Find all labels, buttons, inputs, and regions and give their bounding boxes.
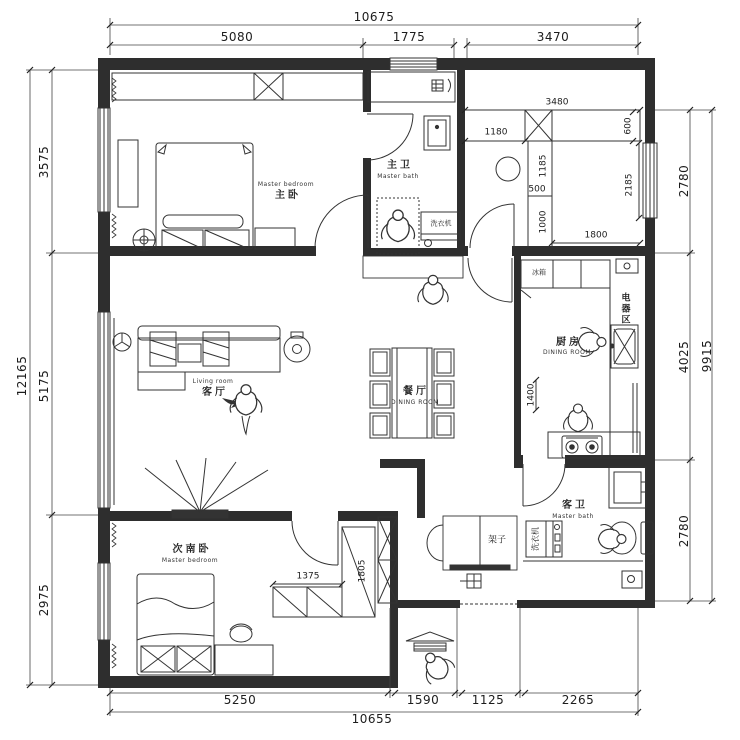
- dim-left-seg-1: 3575: [37, 145, 51, 179]
- dim-bottom-seg-4: 2265: [561, 693, 595, 707]
- dim-top-seg-1: 5080: [220, 30, 254, 44]
- dim-wardrobe-tall: 1805: [357, 559, 368, 583]
- master-bath-label-zh: 主卫: [387, 160, 413, 171]
- dim-bottom-seg-1: 5250: [223, 693, 257, 707]
- dining-room-label-en: DINING ROOM: [391, 399, 439, 406]
- dim-left-seg-2: 5175: [37, 369, 51, 403]
- dim-left-total: 12165: [15, 355, 29, 397]
- dim-left-seg-3: 2975: [37, 583, 51, 617]
- dim-shaft-upper: 1185: [538, 154, 549, 178]
- dim-shaft-mid: 500: [528, 184, 546, 195]
- dim-kitchen: 1400: [526, 383, 537, 407]
- dim-top-seg-3: 3470: [536, 30, 570, 44]
- dim-bottom-seg-2: 1590: [406, 693, 440, 707]
- dining-room-label-zh: 餐厅: [403, 386, 429, 397]
- dim-room-bottom: 1800: [584, 230, 608, 241]
- dim-shaft-lower: 1000: [538, 210, 549, 234]
- dim-right-seg-1: 2780: [677, 164, 691, 198]
- dim-window-right: 2185: [624, 173, 635, 197]
- shelf-label: 架子: [487, 535, 507, 546]
- guest-bath-label-zh: 客卫: [562, 500, 588, 511]
- dim-right-seg-3: 2780: [677, 514, 691, 548]
- living-room-label-en: Living room: [192, 378, 234, 385]
- second-bedroom-label-zh: 次南卧: [172, 544, 212, 555]
- dim-closet-depth: 600: [623, 117, 634, 135]
- fridge-label: 冰箱: [532, 268, 546, 277]
- dim-right-total: 9915: [700, 339, 714, 373]
- living-room-label-zh: 客厅: [202, 387, 228, 398]
- master-bedroom-label-zh: 主卧: [275, 190, 301, 201]
- washing-machine-2-label: 洗衣机: [531, 527, 540, 551]
- kitchen-label-en: DINING ROOM: [543, 349, 591, 356]
- dim-bottom-seg-3: 1125: [471, 693, 505, 707]
- dim-wardrobe: 1375: [296, 571, 320, 582]
- second-bedroom-label-en: Master bedroom: [161, 557, 219, 564]
- dim-bottom-total: 10655: [351, 712, 393, 726]
- appliance-area-label: 电器区: [619, 292, 630, 326]
- dim-closet-left: 1180: [484, 127, 508, 138]
- dim-top-seg-2: 1775: [392, 30, 426, 44]
- dim-closet-top: 3480: [545, 97, 569, 108]
- master-bath-label-en: Master bath: [377, 173, 419, 180]
- washing-machine-label: 洗衣机: [430, 219, 452, 228]
- master-bedroom-label-en: Master bedroom: [257, 181, 315, 188]
- kitchen-label-zh: 厨房: [556, 337, 582, 348]
- guest-bath-label-en: Master bath: [552, 513, 594, 520]
- dim-right-seg-2: 4025: [677, 340, 691, 374]
- dim-top-total: 10675: [353, 10, 395, 24]
